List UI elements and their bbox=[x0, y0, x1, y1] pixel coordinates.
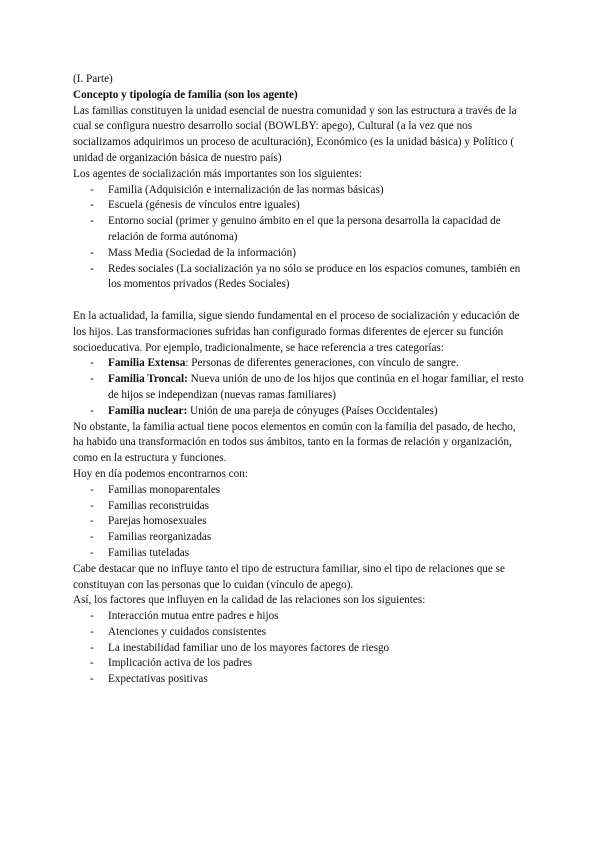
part-header: (I. Parte) bbox=[73, 73, 113, 85]
categories-list bbox=[73, 356, 525, 419]
today-heading: Hoy en día podemos encontrarnos con: bbox=[73, 467, 248, 480]
list-item: - Familias tuteladas bbox=[73, 546, 525, 562]
today-types-list bbox=[73, 483, 525, 562]
document-page bbox=[73, 72, 525, 688]
list-item: - Mass Media (Sociedad de la información) bbox=[73, 246, 525, 262]
list-item: - Implicación activa de los padres bbox=[73, 656, 525, 672]
category-desc: Unión de una pareja de cónyuges (Países Occidentales) bbox=[187, 404, 438, 417]
category-term: Familia nuclear: bbox=[108, 404, 188, 417]
paragraph-spacer bbox=[73, 293, 525, 309]
list-item: - Familias reconstruidas bbox=[73, 499, 525, 515]
list-item: - Familias reorganizadas bbox=[73, 530, 525, 546]
factors-heading: Así, los factores que influyen en la calidad de las relaciones son los siguientes: bbox=[73, 594, 426, 607]
list-item: - Familias monoparentales bbox=[73, 483, 525, 499]
category-term: Familia Extensa bbox=[108, 357, 186, 370]
list-item: - Escuela (génesis de vínculos entre iguales) bbox=[73, 198, 525, 214]
list-item: - Atenciones y cuidados consistentes bbox=[73, 625, 525, 641]
list-item bbox=[73, 404, 525, 420]
intro-paragraph: Las familias constituyen la unidad esencial de nuestra comunidad y son las estructura a través de la cual se configura nuestro desarrollo social (BOWLBY: apego), Cultural (a la vez que nos socializamos adquirimos un proceso de aculturación), Económico (es la unidad básica) y Político ( unidad de organización básica de nuestro país) bbox=[73, 104, 517, 164]
list-item bbox=[73, 356, 525, 372]
category-desc: Nueva unión de uno de los hijos que continúa en el hogar familiar, el resto de hijos se independizan (nuevas ramas familiares) bbox=[108, 373, 524, 401]
list-item: - Expectativas positivas bbox=[73, 672, 525, 688]
category-term: Familia Troncal: bbox=[108, 373, 188, 386]
list-item: - Interacción mutua entre padres e hijos bbox=[73, 609, 525, 625]
family-paragraph: En la actualidad, la familia, sigue siendo fundamental en el proceso de socialización y educación de los hijos. Las transformaciones sufridas han configurado formas diferentes de ejercer su función socioeducativa. Por ejemplo, tradicionalmente, se hace referencia a tres categorías: bbox=[73, 309, 520, 354]
section-title: Concepto y tipología de familia (son los agente) bbox=[73, 88, 298, 101]
list-item: - Parejas homosexuales bbox=[73, 514, 525, 530]
list-item: - Entorno social (primer y genuino ámbito en el que la persona desarrolla la capacidad de relación de forma autónoma) bbox=[73, 214, 525, 246]
category-desc: : Personas de diferentes generaciones, con vínculo de sangre. bbox=[185, 357, 459, 370]
list-item: - La inestabilidad familiar uno de los mayores factores de riesgo bbox=[73, 641, 525, 657]
list-item: - Redes sociales (La socialización ya no sólo se produce en los espacios comunes, también en los momentos privados (Redes Sociales) bbox=[73, 262, 525, 294]
factors-list bbox=[73, 609, 525, 688]
list-item bbox=[73, 372, 525, 404]
agents-list bbox=[73, 183, 525, 294]
change-paragraph: No obstante, la familia actual tiene pocos elementos en común con la familia del pasado, de hecho, ha habido una transformación en todos sus ámbitos, tanto en la formas de relación y organización, como en la estructura y funciones. bbox=[73, 420, 516, 465]
list-item: - Familia (Adquisición e internalización de las normas básicas) bbox=[73, 183, 525, 199]
agents-heading: Los agentes de socialización más importantes son los siguientes: bbox=[73, 167, 362, 180]
note-paragraph: Cabe destacar que no influye tanto el tipo de estructura familiar, sino el tipo de relaciones que se constituyan con las personas que lo cuidan (vínculo de apego). bbox=[73, 562, 505, 591]
